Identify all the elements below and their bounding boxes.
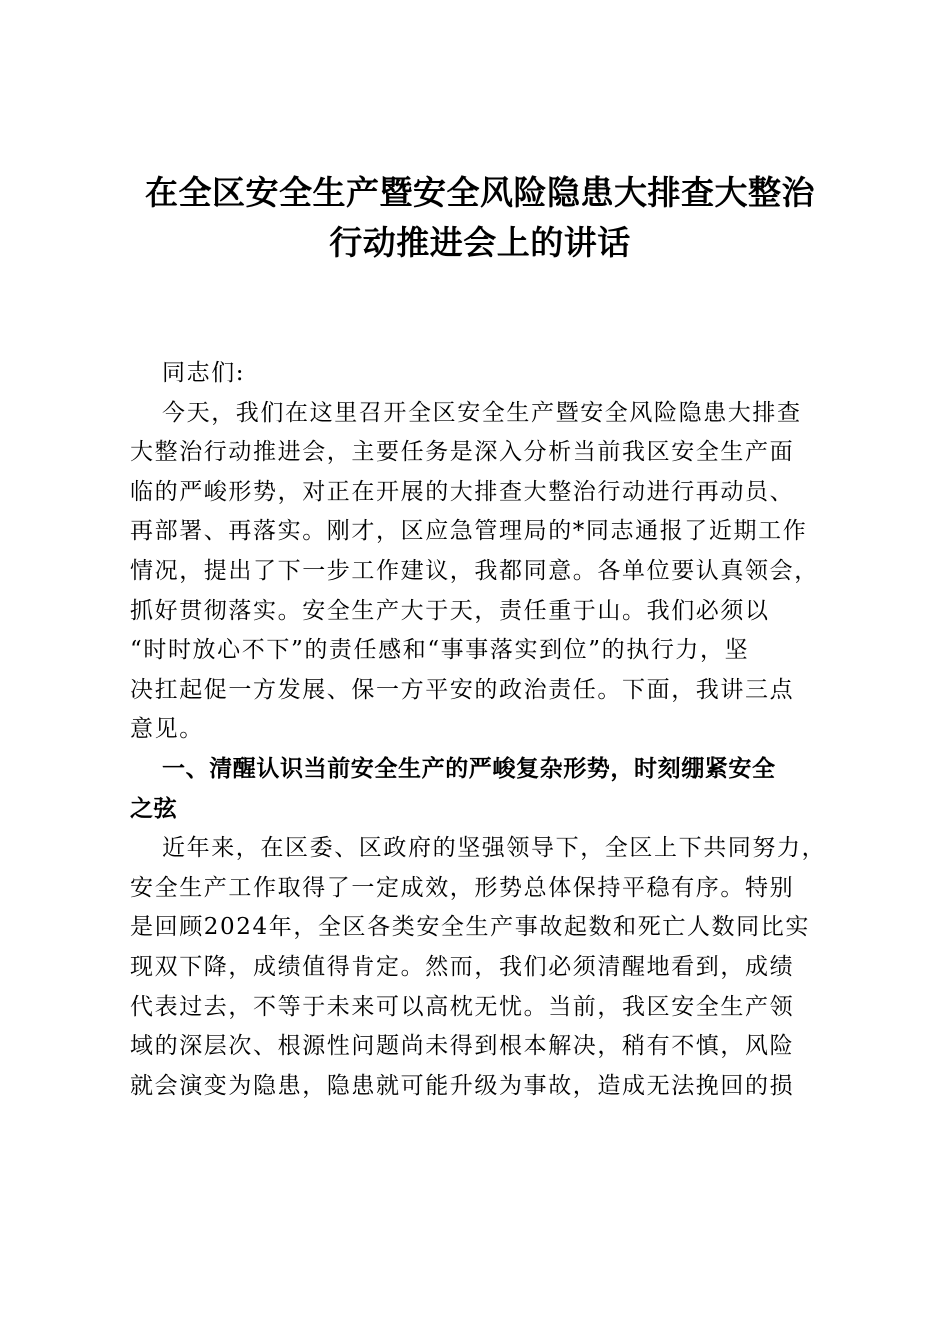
- paragraph-1-line: “时时放心不下”的责任感和“事事落实到位”的执行力，坚: [130, 637, 750, 664]
- paragraph-1-line: 情况，提出了下一步工作建议，我都同意。各单位要认真领会，: [130, 557, 819, 584]
- title-line-1: 在全区安全生产暨安全风险隐患大排查大整治: [145, 173, 815, 212]
- salutation: 同志们:: [162, 360, 246, 386]
- title-line-2: 行动推进会上的讲话: [329, 223, 631, 262]
- paragraph-2: [130, 829, 830, 1106]
- section-heading-line: 之弦: [130, 795, 178, 822]
- paragraph-2-line: 现双下降，成绩值得肯定。然而，我们必须清醒地看到，成绩: [130, 953, 795, 980]
- paragraph-2-line: 就会演变为隐患，隐患就可能升级为事故，造成无法挽回的损: [130, 1072, 795, 1099]
- paragraph-1-line: 抓好贯彻落实。安全生产大于天，责任重于山。我们必须以: [130, 597, 770, 624]
- document-body: [130, 354, 830, 1106]
- document-title: [130, 168, 830, 268]
- paragraph-1-line: 大整治行动推进会，主要任务是深入分析当前我区安全生产面: [130, 439, 795, 466]
- paragraph-2-line: 安全生产工作取得了一定成效，形势总体保持平稳有序。特别: [130, 874, 795, 901]
- paragraph-1-line: 临的严峻形势，对正在开展的大排查大整治行动进行再动员、: [130, 478, 795, 505]
- paragraph-2-line: 是回顾2024年，全区各类安全生产事故起数和死亡人数同比实: [130, 914, 810, 941]
- paragraph-2-line: 近年来，在区委、区政府的坚强领导下，全区上下共同努力，: [162, 835, 827, 862]
- paragraph-1-line: 再部署、再落实。刚才，区应急管理局的*同志通报了近期工作: [130, 518, 808, 545]
- document-page: [130, 168, 830, 1106]
- paragraph-1-line: 决扛起促一方发展、保一方平安的政治责任。下面，我讲三点: [130, 676, 795, 703]
- paragraph-1-line: 意见。: [130, 716, 204, 743]
- paragraph-1: [130, 394, 830, 750]
- paragraph-1-line: 今天，我们在这里召开全区安全生产暨安全风险隐患大排查: [162, 399, 802, 426]
- paragraph-2-line: 代表过去，不等于未来可以高枕无忧。当前，我区安全生产领: [130, 993, 795, 1020]
- section-heading-line: 一、清醒认识当前安全生产的严峻复杂形势，时刻绷紧安全: [162, 755, 776, 782]
- paragraph-2-line: 域的深层次、根源性问题尚未得到根本解决，稍有不慎，风险: [130, 1033, 795, 1060]
- section-heading-1: [130, 750, 830, 829]
